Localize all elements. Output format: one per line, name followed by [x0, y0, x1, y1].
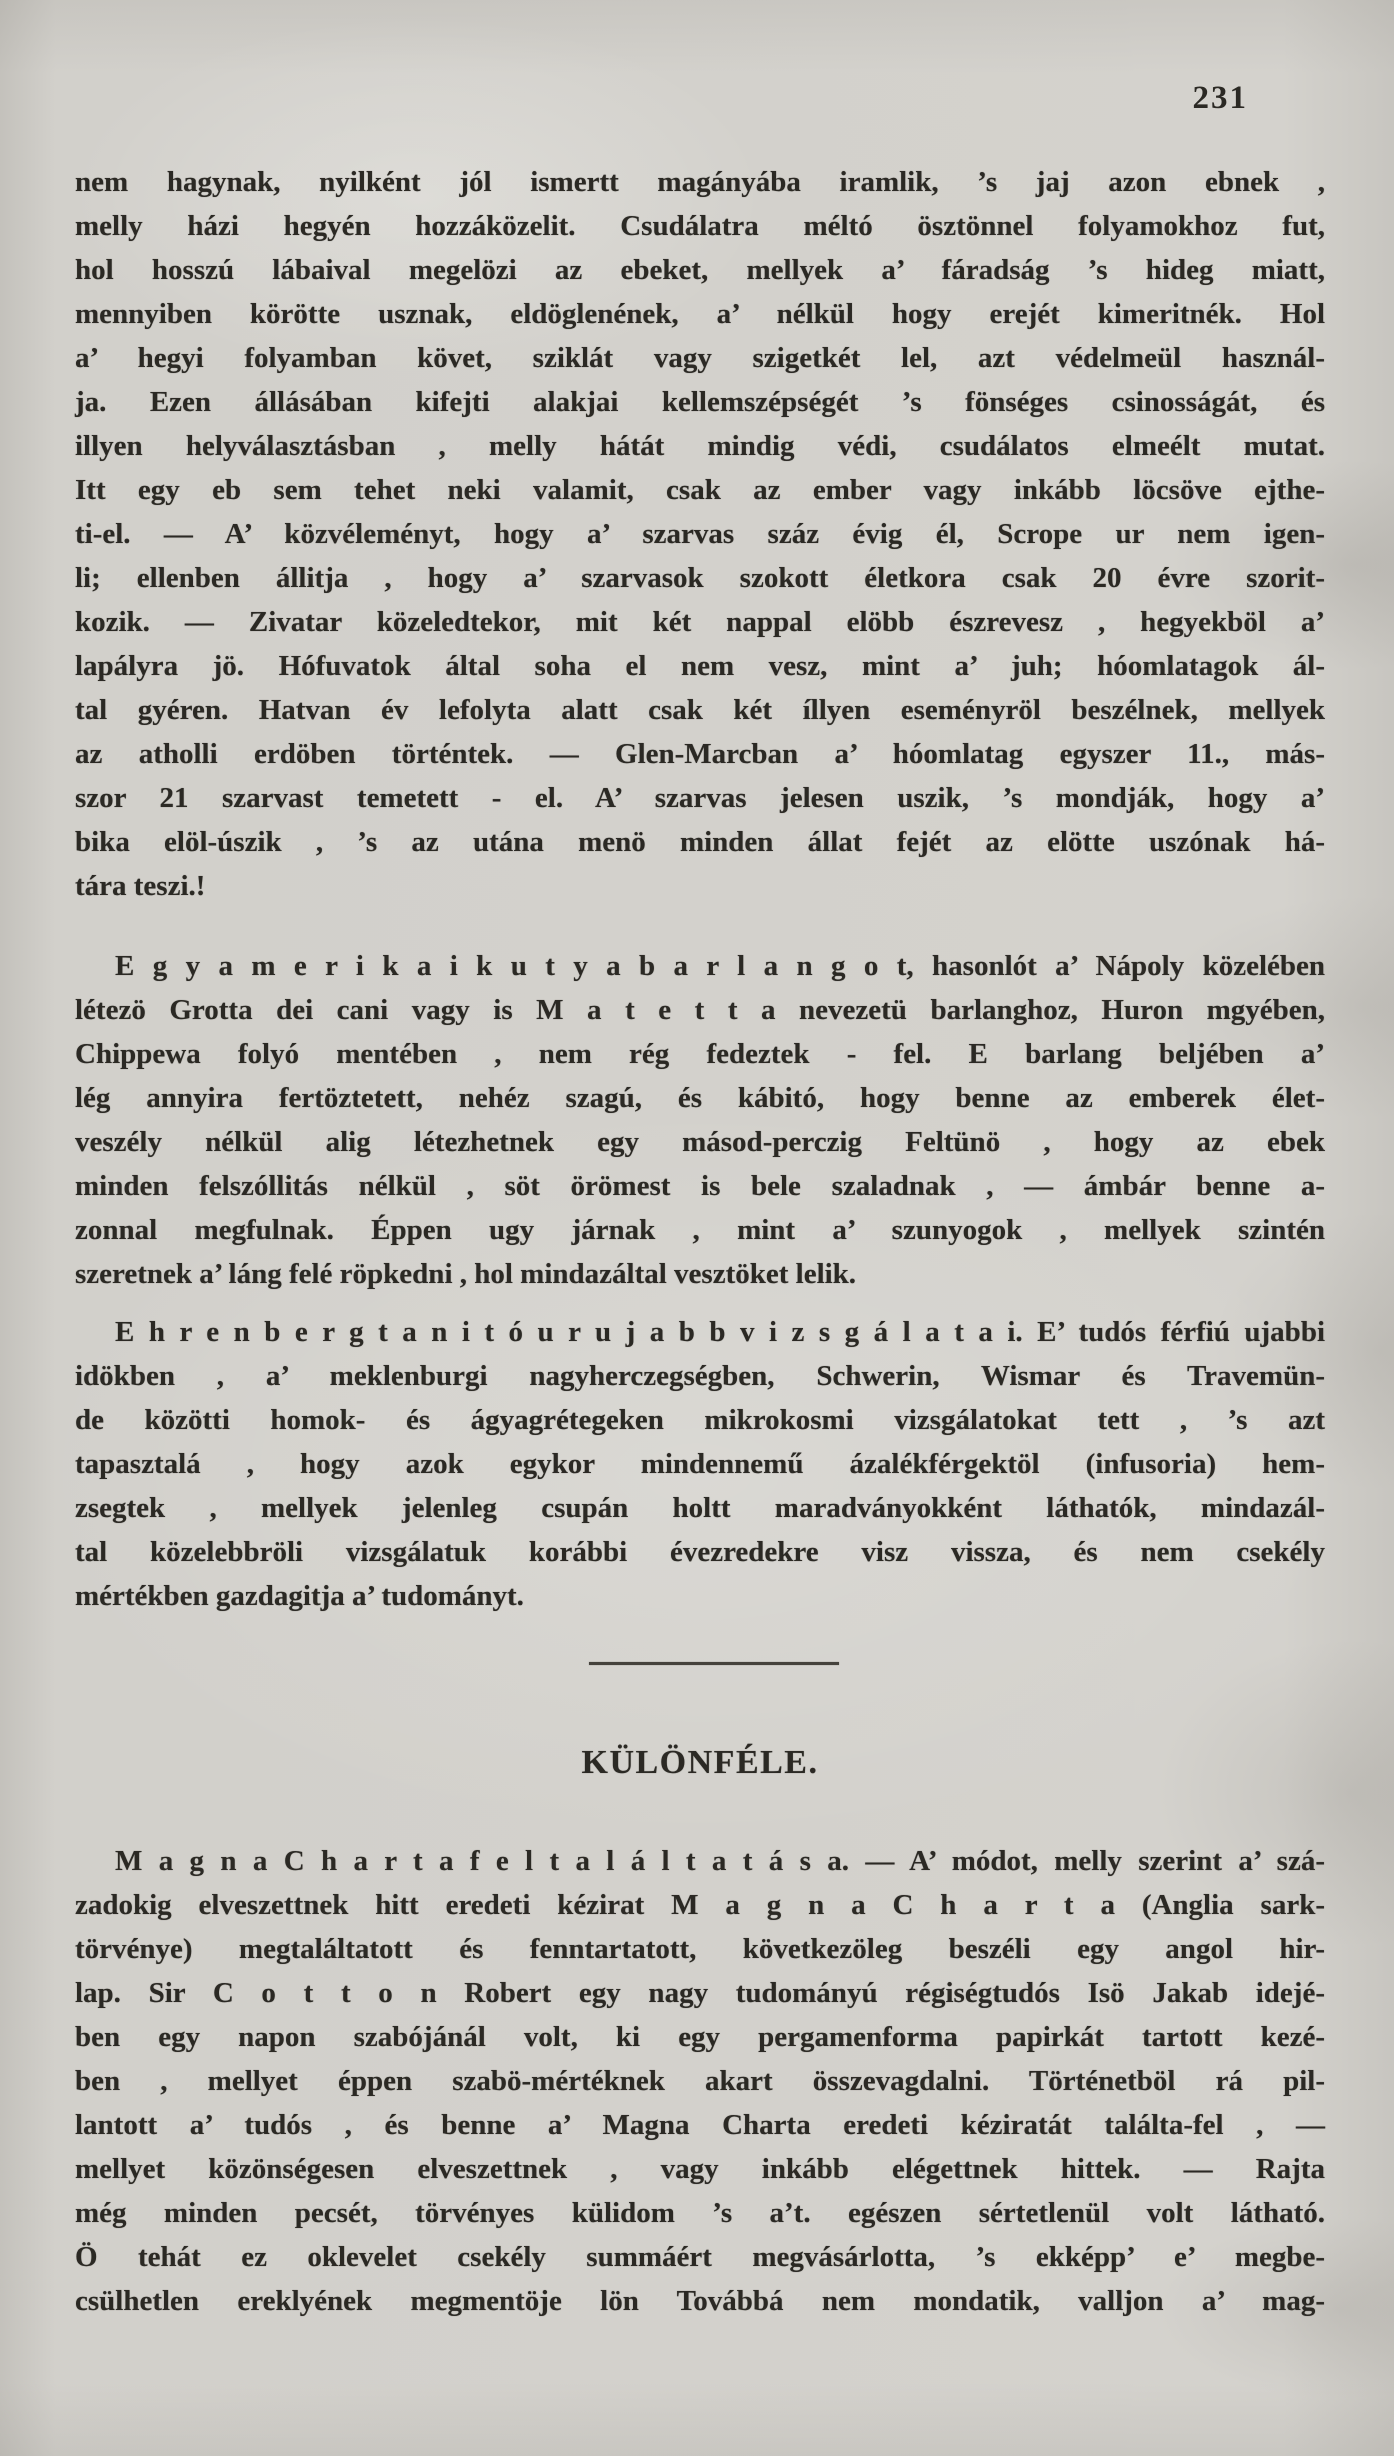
- text-line: lég annyira fertöztetett, nehéz szagú, és kábitó, hogy benne az emberek élet-: [75, 1082, 1325, 1114]
- text-line: minden felszóllitás nélkül , söt örömest is bele szaladnak , — ámbár benne a-: [75, 1170, 1325, 1202]
- text-line: tal gyéren. Hatvan év lefolyta alatt csak két íllyen eseményröl beszélnek, mellyek: [75, 694, 1325, 726]
- text-line: ben egy napon szabójánál volt, ki egy pergamenforma papirkát tartott kezé-: [75, 2021, 1325, 2053]
- text-line: Itt egy eb sem tehet neki valamit, csak az ember vagy inkább löcsöve ejthe-: [75, 474, 1325, 506]
- text-line: zadokig elveszettnek hitt eredeti kézirat M a g n a C h a r t a (Anglia sark-: [75, 1889, 1325, 1921]
- paragraph-american-dog-cave: [75, 944, 1325, 1296]
- text-block: [75, 0, 1325, 2323]
- paragraph-ehrenberg-investigations: [75, 1310, 1325, 1618]
- text-line: még minden pecsét, törvényes külidom ’s a’t. egészen sértetlenül volt látható.: [75, 2197, 1325, 2229]
- text-line: szor 21 szarvast temetett - el. A’ szarvas jelesen uszik, ’s mondják, hogy a’: [75, 782, 1325, 814]
- paragraph-deer-continuation: [75, 160, 1325, 908]
- text-line: ja. Ezen állásában kifejti alakjai kellemszépségét ’s fönséges csinosságát, és: [75, 386, 1325, 418]
- page-number: 231: [1192, 80, 1248, 116]
- text-line: melly házi hegyén hozzáközelit. Csudálatra méltó ösztönnel folyamokhoz fut,: [75, 210, 1325, 242]
- text-line: Chippewa folyó mentében , nem rég fedeztek - fel. E barlang beljében a’: [75, 1038, 1325, 1070]
- text-line: illyen helyválasztásban , melly hátát mindig védi, csudálatos elmeélt mutat.: [75, 430, 1325, 462]
- text-line: li; ellenben állitja , hogy a’ szarvasok szokott életkora csak 20 évre szorit-: [75, 562, 1325, 594]
- text-line: M a g n a C h a r t a f e l t a l á l t a t á s a. — A’ módot, melly szerint a’ szá-: [115, 1845, 1325, 1877]
- text-line: hol hosszú lábaival megelözi az ebeket, mellyek a’ fáradság ’s hideg miatt,: [75, 254, 1325, 286]
- text-line: ti-el. — A’ közvéleményt, hogy a’ szarvas száz évig él, Scrope ur nem igen-: [75, 518, 1325, 550]
- text-line: törvénye) megtaláltatott és fenntartatott, következöleg beszéli egy angol hir-: [75, 1933, 1325, 1965]
- text-line: lapályra jö. Hófuvatok által soha el nem vesz, mint a’ juh; hóomlatagok ál-: [75, 650, 1325, 682]
- text-line: tal közelebbröli vizsgálatuk korábbi évezredekre visz vissza, és nem csekély: [75, 1536, 1325, 1568]
- text-line: idökben , a’ meklenburgi nagyherczegségben, Schwerin, Wismar és Travemün-: [75, 1360, 1325, 1392]
- text-line: ben , mellyet éppen szabö-mértéknek akart összevagdalni. Történetböl rá pil-: [75, 2065, 1325, 2097]
- text-line: kozik. — Zivatar közeledtekor, mit két nappal elöbb észrevesz , hegyekböl a’: [75, 606, 1325, 638]
- text-line: bika elöl-úszik , ’s az utána menö minden állat fejét az elötte uszónak há-: [75, 826, 1325, 858]
- text-line: zonnal megfulnak. Éppen ugy járnak , mint a’ szunyogok , mellyek szintén: [75, 1214, 1325, 1246]
- text-line: mellyet közönségesen elveszettnek , vagy inkább elégettnek hittek. — Rajta: [75, 2153, 1325, 2185]
- text-line: nem hagynak, nyilként jól ismertt magányába iramlik, ’s jaj azon ebnek ,: [75, 166, 1325, 198]
- text-line: szeretnek a’ láng felé röpkedni , hol mindazáltal vesztöket lelik.: [75, 1258, 857, 1290]
- text-line: E h r e n b e r g t a n i t ó u r u j a b b v i z s g á l a t a i. E’ tudós férfiú ujabbi: [115, 1316, 1325, 1348]
- section-heading-kulonfele: KÜLÖNFÉLE.: [581, 1744, 819, 1781]
- text-line: mennyiben körötte usznak, eldöglenének, a’ nélkül hogy erejét kimeritnék. Hol: [75, 298, 1325, 330]
- text-line: létezö Grotta dei cani vagy is M a t e t t a nevezetü barlanghoz, Huron mgyében,: [75, 994, 1325, 1026]
- section-divider-rule: [589, 1662, 839, 1665]
- text-line: az atholli erdöben történtek. — Glen-Marcban a’ hóomlatag egyszer 11., más-: [75, 738, 1325, 770]
- text-line: Ö tehát ez oklevelet csekély summáért megvásárlotta, ’s ekképp’ e’ megbe-: [75, 2241, 1325, 2273]
- text-line: de közötti homok- és ágyagrétegeken mikrokosmi vizsgálatokat tett , ’s azt: [75, 1404, 1325, 1436]
- text-line: tára teszi.!: [75, 870, 206, 902]
- text-line: csülhetlen ereklyének megmentöje lön Továbbá nem mondatik, valljon a’ mag-: [75, 2285, 1325, 2317]
- text-line: mértékben gazdagitja a’ tudományt.: [75, 1580, 524, 1612]
- text-line: lap. Sir C o t t o n Robert egy nagy tudományú régiségtudós Isö Jakab idejé-: [75, 1977, 1325, 2009]
- text-line: lantott a’ tudós , és benne a’ Magna Charta eredeti kéziratát találta-fel , —: [75, 2109, 1325, 2141]
- text-line: veszély nélkül alig létezhetnek egy másod-perczig Feltünö , hogy az ebek: [75, 1126, 1325, 1158]
- text-line: tapasztalá , hogy azok egykor mindennemű ázalékférgektöl (infusoria) hem-: [75, 1448, 1325, 1480]
- text-line: E g y a m e r i k a i k u t y a b a r l a n g o t, hasonlót a’ Nápoly közelében: [115, 950, 1325, 982]
- paragraph-magna-charta: [75, 1839, 1325, 2323]
- text-line: zsegtek , mellyek jelenleg csupán holtt maradványokként láthatók, mindazál-: [75, 1492, 1325, 1524]
- text-line: a’ hegyi folyamban követ, sziklát vagy szigetkét lel, azt védelmeül használ-: [75, 342, 1325, 374]
